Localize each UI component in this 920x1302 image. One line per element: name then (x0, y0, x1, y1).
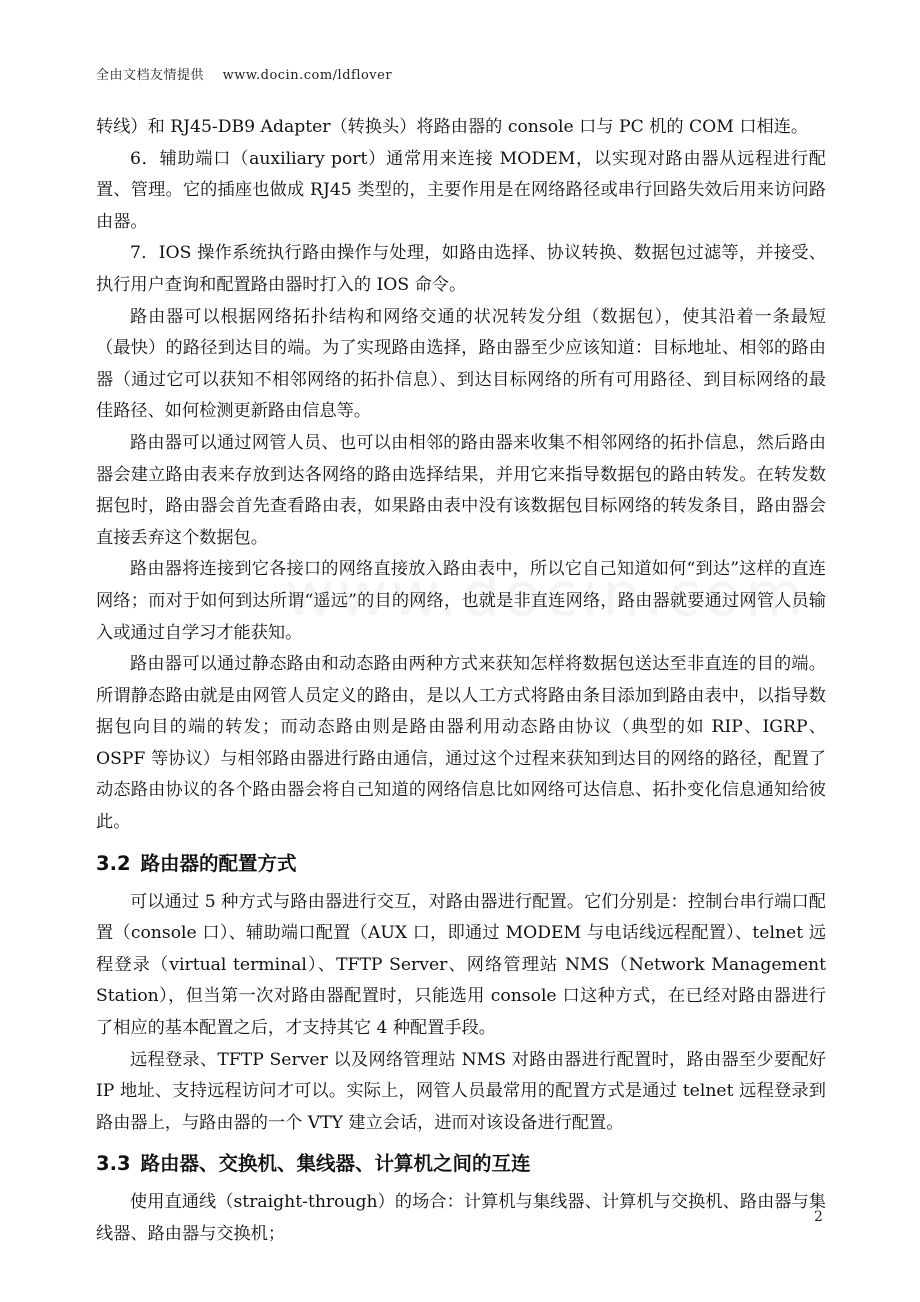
section-title: 路由器的配置方式 (140, 851, 297, 875)
document-body (96, 112, 826, 1251)
section-title: 路由器、交换机、集线器、计算机之间的互连 (140, 1152, 531, 1176)
section-number: 3.2 (96, 851, 131, 875)
section-number: 3.3 (96, 1152, 131, 1176)
paragraph: 路由器将连接到它各接口的网络直接放入路由表中，所以它自己知道如何“到达”这样的直连网络；而对于如何到达所谓“遥远”的目的网络，也就是非直连网络，路由器就要通过网管人员输入或通过自学习才能获知。 (96, 559, 826, 643)
paragraph: 路由器可以通过静态路由和动态路由两种方式来获知怎样将数据包送达至非直连的目的端。所谓静态路由就是由网管人员定义的路由，是以人工方式将路由条目添加到路由表中，以指导数据包向目的端的转发；而动态路由则是路由器利用动态路由协议（典型的如 RIP、IGRP、OSPF 等协议）与相邻路由器进行路由通信，通过这个过程来获知到达目的网络的路径，配置了动态路由协议的各个路由器会将自己知道的网络信息比如网络可达信息、拓扑变化信息通知给彼此。 (96, 654, 826, 833)
page-number: 2 (814, 1209, 823, 1225)
paragraph: 转线）和 RJ45-DB9 Adapter（转换头）将路由器的 console 口与 PC 机的 COM 口相连。 (96, 117, 809, 137)
page-header (96, 64, 392, 83)
paragraph: 可以通过 5 种方式与路由器进行交互，对路由器进行配置。它们分别是：控制台串行端口配置（console 口）、辅助端口配置（AUX 口，即通过 MODEM 与电话线远程配置）、telnet 远程登录（virtual terminal）、TFTP Server、网络管理站 NMS（Network Management Station），但当第一次对路由器配置时，只能选用 console 口这种方式，在已经对路由器进行了相应的基本配置之后，才支持其它 4 种配置手段。 (96, 891, 826, 1039)
header-provider: 全由文档友情提供 (96, 68, 205, 83)
paragraph: 路由器可以根据网络拓扑结构和网络交通的状况转发分组（数据包），使其沿着一条最短（最快）的路径到达目的端。为了实现路由选择，路由器至少应该知道：目标地址、相邻的路由器（通过它可以获知不相邻网络的拓扑信息）、到达目标网络的所有可用路径、到目标网络的最佳路径、如何检测更新路由信息等。 (96, 306, 826, 422)
section-heading-3-2 (96, 847, 826, 881)
header-url: www.docin.com/ldflover (222, 68, 393, 83)
paragraph: 使用直通线（straight-through）的场合：计算机与集线器、计算机与交换机、路由器与集线器、路由器与交换机； (96, 1192, 826, 1244)
paragraph: 路由器可以通过网管人员、也可以由相邻的路由器来收集不相邻网络的拓扑信息，然后路由器会建立路由表来存放到达各网络的路由选择结果，并用它来指导数据包的路由转发。在转发数据包时，路由器会首先查看路由表，如果路由表中没有该数据包目标网络的转发条目，路由器会直接丢弃这个数据包。 (96, 432, 826, 548)
paragraph: 远程登录、TFTP Server 以及网络管理站 NMS 对路由器进行配置时，路由器至少要配好 IP 地址、支持远程访问才可以。实际上，网管人员最常用的配置方式是通过 telnet 远程登录到路由器上，与路由器的一个 VTY 建立会话，进而对该设备进行配置。 (96, 1049, 826, 1133)
paragraph: 7．IOS 操作系统执行路由操作与处理，如路由选择、协议转换、数据包过滤等，并接受、执行用户查询和配置路由器时打入的 IOS 命令。 (96, 243, 826, 295)
section-heading-3-3 (96, 1147, 826, 1181)
paragraph: 6．辅助端口（auxiliary port）通常用来连接 MODEM，以实现对路由器从远程进行配置、管理。它的插座也做成 RJ45 类型的，主要作用是在网络路径或串行回路失效后用来访问路由器。 (96, 148, 826, 232)
